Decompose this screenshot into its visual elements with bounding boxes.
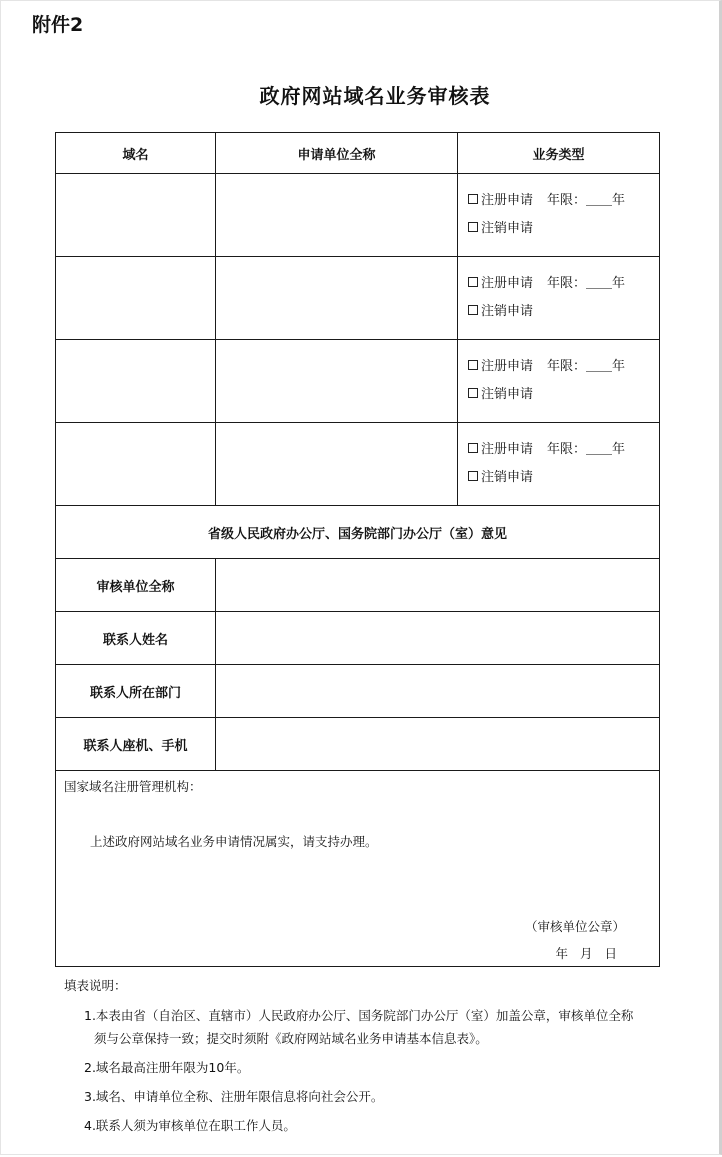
field-label-contact-phone: 联系人座机、手机 [56, 718, 216, 771]
field-value-contact-name[interactable] [216, 612, 660, 665]
instruction-item: 3.域名、申请单位全称、注册年限信息将向社会公开。 [84, 1089, 384, 1104]
registry-statement: 上述政府网站域名业务申请情况属实，请支持办理。 [90, 834, 378, 849]
review-field-row [56, 665, 660, 718]
review-field-row [56, 718, 660, 771]
field-label-contact-name: 联系人姓名 [56, 612, 216, 665]
table-row [56, 174, 660, 257]
domain-cell[interactable] [56, 423, 216, 506]
checkbox-icon[interactable] [468, 360, 478, 370]
business-type-cell [458, 340, 660, 423]
applicant-cell[interactable] [216, 257, 458, 340]
domain-cell[interactable] [56, 174, 216, 257]
business-type-cell [458, 174, 660, 257]
cancel-option[interactable]: 注销申请 [468, 215, 659, 243]
field-value-reviewer-unit[interactable] [216, 559, 660, 612]
checkbox-icon[interactable] [468, 277, 478, 287]
header-applicant: 申请单位全称 [216, 133, 458, 174]
cancel-option[interactable]: 注销申请 [468, 298, 659, 326]
cancel-option[interactable]: 注销申请 [468, 381, 659, 409]
business-type-cell [458, 257, 660, 340]
review-form-table [55, 132, 660, 967]
domain-cell[interactable] [56, 340, 216, 423]
registry-cell [56, 771, 660, 967]
applicant-cell[interactable] [216, 340, 458, 423]
register-option[interactable]: 注册申请 年限：＿＿年 [468, 187, 659, 215]
business-type-cell [458, 423, 660, 506]
registry-seal-note: （审核单位公章） [524, 919, 625, 934]
opinion-section-title: 省级人民政府办公厅、国务院部门办公厅（室）意见 [56, 506, 660, 559]
attachment-label: 附件2 [32, 14, 84, 36]
instructions-title: 填表说明： [64, 978, 127, 993]
cancel-option[interactable]: 注销申请 [468, 464, 659, 492]
header-domain: 域名 [56, 133, 216, 174]
form-instructions [64, 978, 633, 1147]
review-field-row [56, 612, 660, 665]
opinion-section-row [56, 506, 660, 559]
registry-label: 国家域名注册管理机构： [64, 779, 202, 794]
table-header-row [56, 133, 660, 174]
registry-row [56, 771, 660, 967]
instruction-item: 2.域名最高注册年限为10年。 [84, 1060, 250, 1075]
checkbox-icon[interactable] [468, 305, 478, 315]
checkbox-icon[interactable] [468, 443, 478, 453]
header-business-type: 业务类型 [458, 133, 660, 174]
instruction-item: 4.联系人须为审核单位在职工作人员。 [84, 1118, 296, 1133]
instruction-item: 1.本表由省（自治区、直辖市）人民政府办公厅、国务院部门办公厅（室）加盖公章，审核单位全称 须与公章保持一致；提交时须附《政府网站域名业务申请基本信息表》。 [84, 1008, 634, 1046]
registry-date: 年 月 日 [555, 946, 617, 961]
field-value-contact-phone[interactable] [216, 718, 660, 771]
table-row [56, 257, 660, 340]
checkbox-icon[interactable] [468, 194, 478, 204]
checkbox-icon[interactable] [468, 388, 478, 398]
applicant-cell[interactable] [216, 423, 458, 506]
field-value-contact-department[interactable] [216, 665, 660, 718]
table-row [56, 423, 660, 506]
register-option[interactable]: 注册申请 年限：＿＿年 [468, 270, 659, 298]
domain-cell[interactable] [56, 257, 216, 340]
field-label-contact-department: 联系人所在部门 [56, 665, 216, 718]
register-option[interactable]: 注册申请 年限：＿＿年 [468, 353, 659, 381]
field-label-reviewer-unit: 审核单位全称 [56, 559, 216, 612]
document-title: 政府网站域名业务审核表 [259, 84, 491, 108]
register-option[interactable]: 注册申请 年限：＿＿年 [468, 436, 659, 464]
review-field-row [56, 559, 660, 612]
table-row [56, 340, 660, 423]
checkbox-icon[interactable] [468, 222, 478, 232]
checkbox-icon[interactable] [468, 471, 478, 481]
applicant-cell[interactable] [216, 174, 458, 257]
